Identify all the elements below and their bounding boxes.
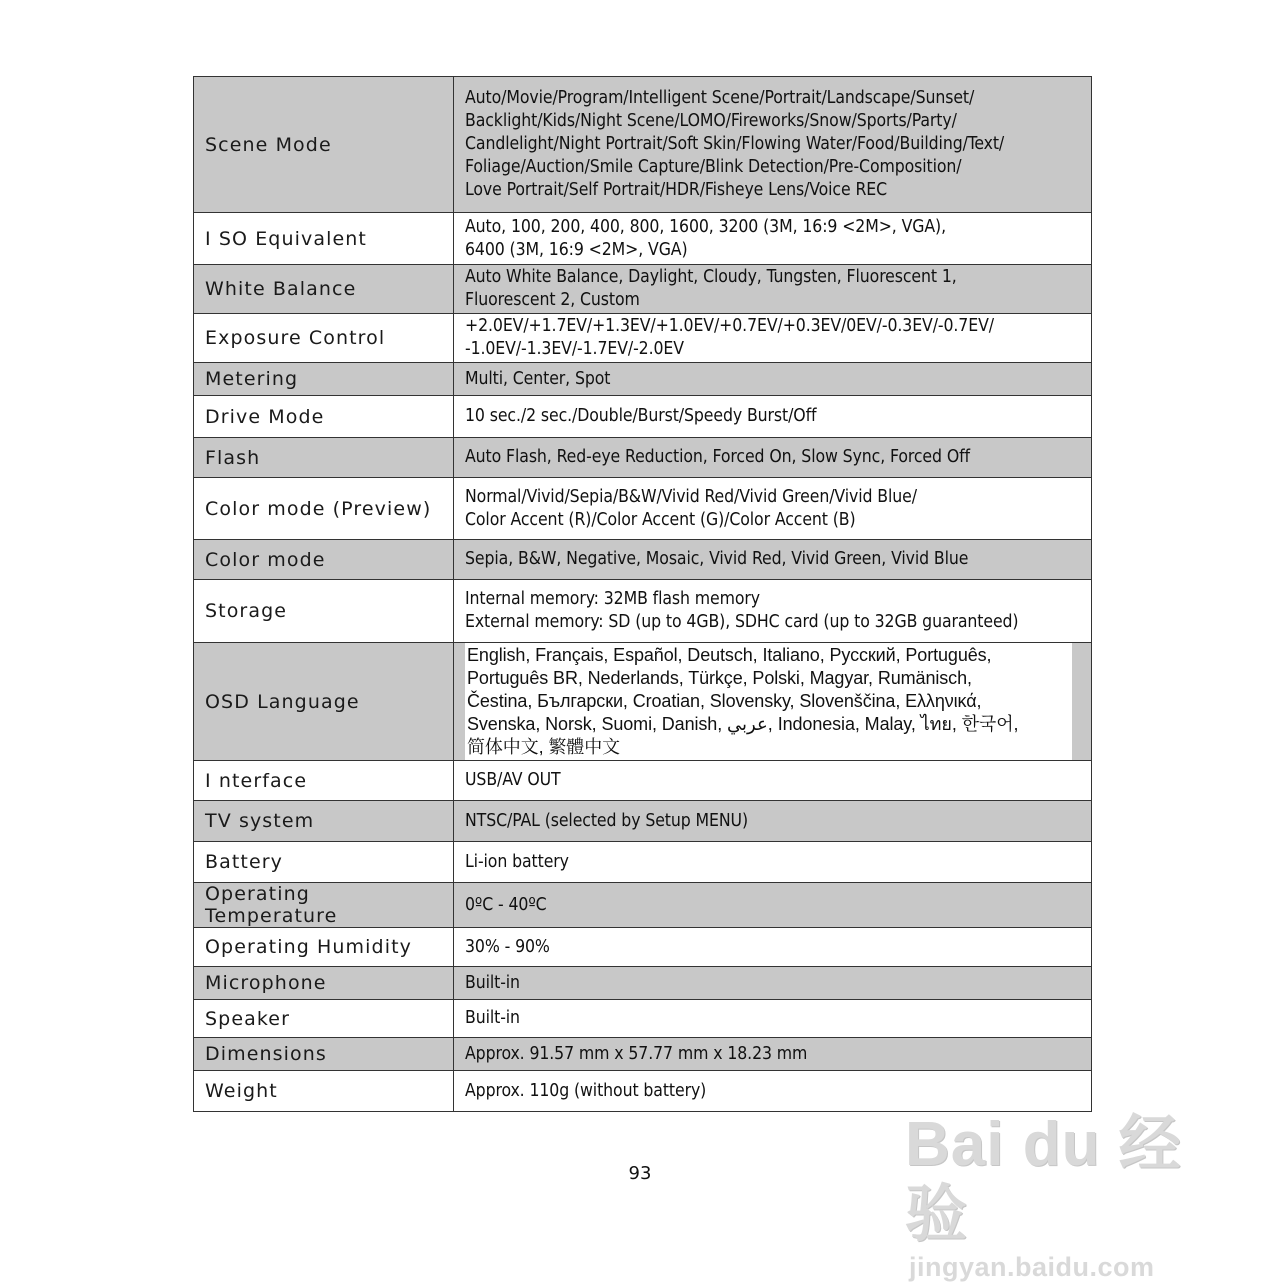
row-value: Auto Flash, Red-eye Reduction, Forced On, Slow Sync, Forced Off bbox=[454, 438, 1092, 478]
row-value: Auto, 100, 200, 400, 800, 1600, 3200 (3M, 16:9 <2M>, VGA), 6400 (3M, 16:9 <2M>, VGA) bbox=[454, 213, 1092, 265]
baidu-watermark bbox=[905, 1110, 1215, 1282]
row-label: I nterface bbox=[194, 761, 454, 801]
table-row bbox=[194, 928, 1092, 967]
table-row bbox=[194, 314, 1092, 363]
table-row bbox=[194, 1038, 1092, 1071]
row-label: Scene Mode bbox=[194, 77, 454, 213]
row-value: USB/AV OUT bbox=[454, 761, 1092, 801]
table-row bbox=[194, 761, 1092, 801]
row-value: Approx. 110g (without battery) bbox=[454, 1071, 1092, 1112]
row-label: Speaker bbox=[194, 1000, 454, 1038]
row-value: +2.0EV/+1.7EV/+1.3EV/+1.0EV/+0.7EV/+0.3EV/0EV/-0.3EV/-0.7EV/ -1.0EV/-1.3EV/-1.7EV/-2.0EV bbox=[454, 314, 1092, 363]
table-row bbox=[194, 213, 1092, 265]
row-label: Drive Mode bbox=[194, 396, 454, 438]
row-label: Weight bbox=[194, 1071, 454, 1112]
row-value: Sepia, B&W, Negative, Mosaic, Vivid Red, Vivid Green, Vivid Blue bbox=[454, 540, 1092, 580]
row-label: Operating Humidity bbox=[194, 928, 454, 967]
row-label: OSD Language bbox=[194, 643, 454, 761]
row-value: Multi, Center, Spot bbox=[454, 363, 1092, 396]
spec-table bbox=[193, 76, 1092, 1112]
table-row bbox=[194, 540, 1092, 580]
table-row bbox=[194, 883, 1092, 928]
row-label: Operating Temperature bbox=[194, 883, 454, 928]
table-row bbox=[194, 438, 1092, 478]
table-row bbox=[194, 801, 1092, 842]
row-label: Exposure Control bbox=[194, 314, 454, 363]
osd-language-list: English, Français, Español, Deutsch, Italiano, Русский, Português, Português BR, Nederlands, Türkçe, Polski, Magyar, Rumänisch, Čestina, Български, Croatian, Slovensky, Slovenščina, Ελληνικά, Svenska, Norsk, Suomi, Danish, عربي, Indonesia, Malay, ไทย, 한국어, 简体中文, 繁體中文 bbox=[465, 643, 1072, 760]
row-label: White Balance bbox=[194, 265, 454, 314]
table-row bbox=[194, 77, 1092, 213]
row-label: Storage bbox=[194, 580, 454, 643]
row-label: Battery bbox=[194, 842, 454, 883]
row-value: Built-in bbox=[454, 1000, 1092, 1038]
row-value: 0ºC - 40ºC bbox=[454, 883, 1092, 928]
row-label: Color mode bbox=[194, 540, 454, 580]
table-row bbox=[194, 478, 1092, 540]
table-row bbox=[194, 842, 1092, 883]
row-value: Auto White Balance, Daylight, Cloudy, Tungsten, Fluorescent 1, Fluorescent 2, Custom bbox=[454, 265, 1092, 314]
table-row bbox=[194, 1000, 1092, 1038]
watermark-url: jingyan.baidu.com bbox=[909, 1252, 1155, 1282]
table-row bbox=[194, 1071, 1092, 1112]
row-label: TV system bbox=[194, 801, 454, 842]
table-row bbox=[194, 643, 1092, 761]
row-value: Auto/Movie/Program/Intelligent Scene/Portrait/Landscape/Sunset/ Backlight/Kids/Night Scene/LOMO/Fireworks/Snow/Sports/Party/ Candlelight/Night Portrait/Soft Skin/Flowing Water/Food/Building/Text/ Foliage/Auction/Smile Capture/Blink Detection/Pre-Composition/ Love Portrait/Self Portrait/HDR/Fisheye Lens/Voice REC bbox=[454, 77, 1092, 213]
row-value: Li-ion battery bbox=[454, 842, 1092, 883]
table-row bbox=[194, 580, 1092, 643]
page-number: 93 bbox=[628, 1163, 652, 1184]
row-value: 10 sec./2 sec./Double/Burst/Speedy Burst/Off bbox=[454, 396, 1092, 438]
row-label: Microphone bbox=[194, 967, 454, 1000]
table-row bbox=[194, 265, 1092, 314]
row-label: Metering bbox=[194, 363, 454, 396]
table-row bbox=[194, 363, 1092, 396]
row-value: NTSC/PAL (selected by Setup MENU) bbox=[454, 801, 1092, 842]
table-row bbox=[194, 967, 1092, 1000]
table-row bbox=[194, 396, 1092, 438]
row-value: Approx. 91.57 mm x 57.77 mm x 18.23 mm bbox=[454, 1038, 1092, 1071]
row-value bbox=[454, 643, 1092, 761]
row-label: Flash bbox=[194, 438, 454, 478]
row-label: Dimensions bbox=[194, 1038, 454, 1071]
row-label: I SO Equivalent bbox=[194, 213, 454, 265]
row-value: 30% - 90% bbox=[454, 928, 1092, 967]
row-value: Built-in bbox=[454, 967, 1092, 1000]
row-label: Color mode (Preview) bbox=[194, 478, 454, 540]
row-value: Internal memory: 32MB flash memory External memory: SD (up to 4GB), SDHC card (up to 32GB guaranteed) bbox=[454, 580, 1092, 643]
baidu-logo: Bai du 经验 bbox=[905, 1110, 1182, 1249]
row-value: Normal/Vivid/Sepia/B&W/Vivid Red/Vivid Green/Vivid Blue/ Color Accent (R)/Color Accent (G)/Color Accent (B) bbox=[454, 478, 1092, 540]
